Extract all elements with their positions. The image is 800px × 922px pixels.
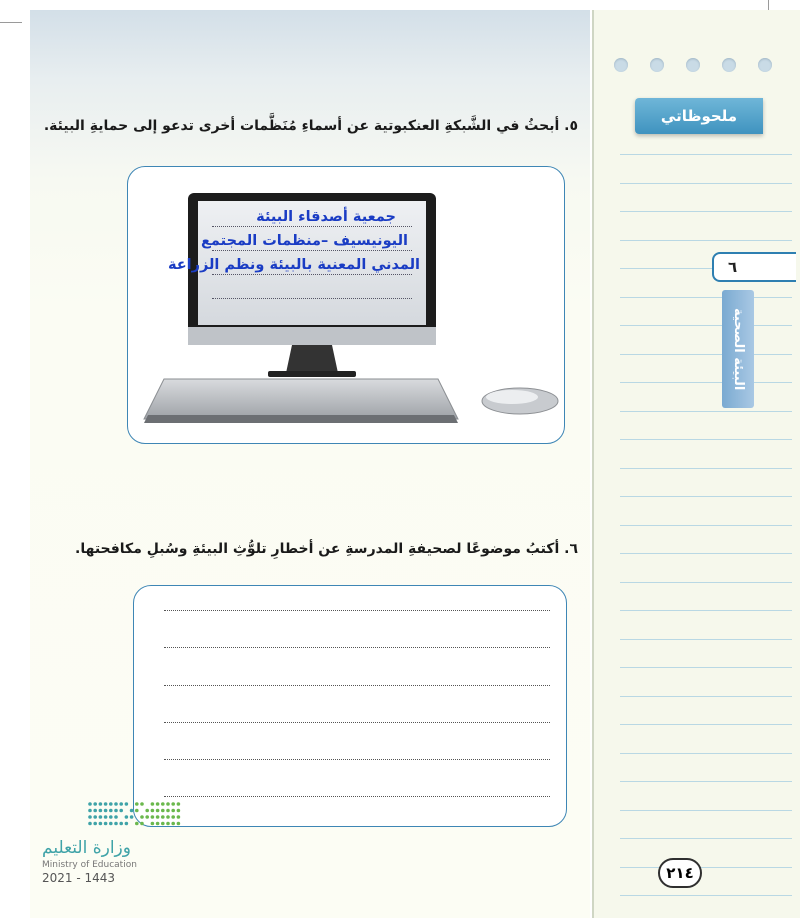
notes-line <box>620 382 792 383</box>
notes-line <box>620 468 792 469</box>
notes-line <box>620 154 792 155</box>
unit-title: البيئة الصحية <box>731 307 746 391</box>
writing-line <box>164 647 550 648</box>
screen-area <box>167 201 426 325</box>
answer-line-3: المدني المعنية بالبيئة ونظم الزراعة <box>167 257 420 273</box>
notes-tab <box>635 98 763 134</box>
notes-line <box>620 211 792 212</box>
notes-line <box>620 411 792 412</box>
notes-line <box>620 838 792 839</box>
writing-line <box>164 610 550 611</box>
answer-line-2: اليونيسيف –منظمات المجتمع <box>201 233 408 249</box>
binder-hole <box>650 58 664 72</box>
notes-sidebar <box>592 10 800 918</box>
screen-line <box>212 298 412 299</box>
mouse-icon <box>482 388 558 414</box>
notes-line <box>620 639 792 640</box>
ministry-name-en: Ministry of Education <box>42 860 137 870</box>
notes-line <box>620 297 792 298</box>
notes-line <box>620 724 792 725</box>
crop-mark <box>0 22 22 23</box>
answer-line-1: جمعية أصدقاء البيئة <box>256 209 396 225</box>
notes-line <box>620 810 792 811</box>
unit-number-box <box>712 252 796 282</box>
notes-line <box>620 354 792 355</box>
page-number: ٢١٤ <box>658 858 702 888</box>
notes-line <box>620 439 792 440</box>
screen-line <box>212 250 412 251</box>
keyboard-icon <box>144 379 458 423</box>
notes-line <box>620 582 792 583</box>
notes-line <box>620 183 792 184</box>
ministry-name-ar: وزارة التعليم <box>42 838 131 858</box>
notes-line <box>620 867 792 868</box>
binder-hole <box>614 58 628 72</box>
notes-line <box>620 667 792 668</box>
writing-line <box>164 759 550 760</box>
question-5: ٥. أبحثُ في الشَّبكةِ العنكبوتية عن أسماءِ مُنَظَّمات أخرى تدعو إلى حمايةِ البيئة. <box>43 118 578 134</box>
binder-hole <box>758 58 772 72</box>
notes-line <box>620 610 792 611</box>
answer-box-q5 <box>127 166 565 444</box>
binder-hole <box>722 58 736 72</box>
notes-line <box>620 895 792 896</box>
notes-title: ملحوظاتي <box>660 107 738 125</box>
notes-line <box>620 325 792 326</box>
notes-line <box>620 240 792 241</box>
writing-line <box>164 685 550 686</box>
question-6: ٦. أكتبُ موضوعًا لصحيفةِ المدرسةِ عن أخطارِ تلوُّثِ البيئةِ وسُبلِ مكافحتها. <box>75 541 578 557</box>
writing-line <box>164 796 550 797</box>
notes-line <box>620 525 792 526</box>
notes-line <box>620 553 792 554</box>
binder-hole <box>686 58 700 72</box>
ministry-logo-icon <box>86 800 186 832</box>
answer-box-q6 <box>133 585 567 827</box>
screen-line <box>212 274 412 275</box>
notes-line <box>620 753 792 754</box>
unit-number: ٦ <box>728 258 738 276</box>
screen-line <box>212 226 412 227</box>
writing-line <box>164 722 550 723</box>
notes-line <box>620 781 792 782</box>
notes-line <box>620 696 792 697</box>
notes-line <box>620 496 792 497</box>
edition-year: 2021 - 1443 <box>42 871 116 885</box>
